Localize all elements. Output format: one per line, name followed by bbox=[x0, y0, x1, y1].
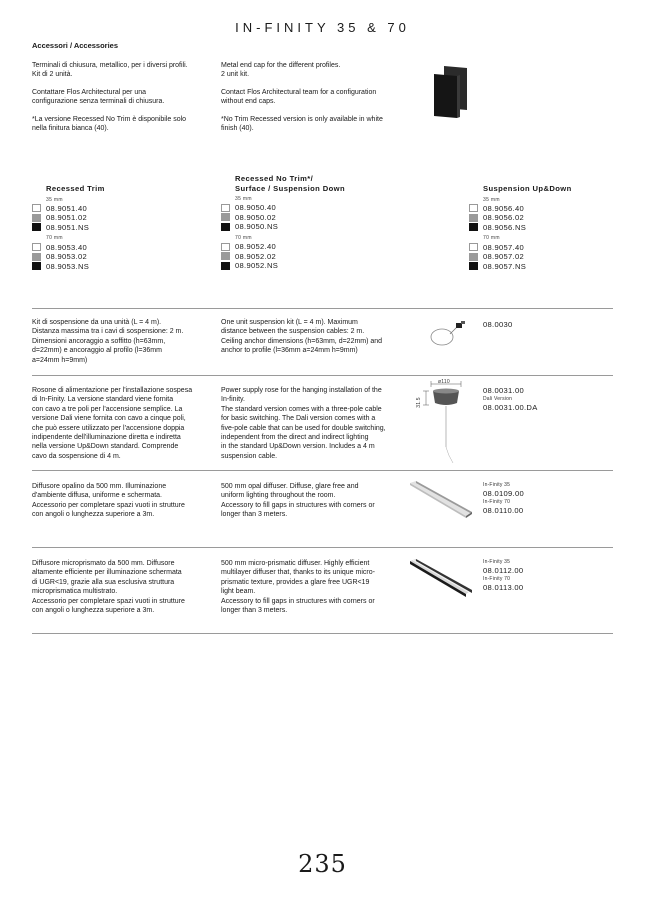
divider bbox=[32, 308, 613, 309]
product-code: 08.9056.NS bbox=[483, 222, 527, 232]
opal-diffuser-codes bbox=[483, 482, 524, 515]
row-power-rose-it: Rosone di alimentazione per l'installazione sospesa di In-Finity. La versione standard viene fornita con cavo a tre poli per l'accensione semplice. La versione Dali viene fornita con cavo a cinque poli, che può essere utilizzato per l'accensione doppia indipendente dell'illuminazione diretta e indiretta nella versione Up&Down standard. Comprende cavo da sospensione di 4 m. bbox=[32, 387, 193, 460]
white-swatch bbox=[32, 243, 41, 251]
code-row bbox=[221, 242, 421, 252]
grey-swatch bbox=[469, 253, 478, 261]
product-code: 08.9057.40 bbox=[483, 242, 525, 252]
diameter-label: ø110 bbox=[438, 379, 450, 385]
group-recessed-no-trim bbox=[221, 174, 421, 271]
intro-italian bbox=[32, 61, 217, 141]
grey-swatch bbox=[469, 214, 478, 222]
white-swatch bbox=[469, 204, 478, 212]
end-cap-image bbox=[430, 64, 470, 120]
product-code: 08.9053.NS bbox=[46, 261, 90, 271]
code-row bbox=[32, 252, 212, 262]
product-code: 08.9056.40 bbox=[483, 203, 525, 213]
grey-swatch bbox=[221, 252, 230, 260]
code-row bbox=[221, 203, 421, 213]
product-code: 08.9051.40 bbox=[46, 203, 88, 213]
code-row bbox=[221, 251, 421, 261]
code-row bbox=[32, 261, 212, 271]
opal-diffuser-image bbox=[408, 478, 474, 520]
group-recessed-trim bbox=[32, 184, 212, 271]
code-row bbox=[221, 222, 421, 232]
intro-en-paragraph: *No Trim Recessed version is only available in white finish (40). bbox=[221, 115, 383, 133]
product-code: 08.0113.00 bbox=[483, 582, 524, 592]
divider bbox=[32, 547, 613, 548]
white-swatch bbox=[221, 204, 230, 212]
product-code: 08.9051.NS bbox=[46, 222, 90, 232]
group-suspension-up-down bbox=[469, 184, 609, 271]
product-code: 08.9053.02 bbox=[46, 252, 88, 262]
group-heading: Suspension Up&Down bbox=[483, 184, 572, 193]
intro-it-paragraph: Contattare Flos Architectural per una configurazione senza terminali di chiusura. bbox=[32, 88, 165, 106]
row-microprism-diffuser-en: 500 mm micro-prismatic diffuser. Highly efficient multilayer diffuser that, thanks to its unique micro- prismatic texture, provides a glare free UGR<19 light beam. Accessory to fill gaps in structures with corners or longer than 3 meters. bbox=[221, 560, 375, 615]
product-code: 08.0031.00 bbox=[483, 386, 525, 395]
product-code: 08.9050.02 bbox=[235, 212, 277, 222]
version-label: Dali Version bbox=[483, 395, 513, 402]
product-code: 08.9057.02 bbox=[483, 252, 525, 262]
code-row bbox=[469, 242, 609, 252]
white-swatch bbox=[32, 204, 41, 212]
size-label: 35 mm bbox=[46, 196, 63, 203]
page-title: IN-FINITY 35 & 70 bbox=[235, 20, 410, 35]
size-label: 70 mm bbox=[483, 235, 500, 242]
white-swatch bbox=[221, 243, 230, 251]
size-label: 35 mm bbox=[235, 196, 252, 202]
code-row bbox=[469, 204, 609, 214]
code-row bbox=[32, 204, 212, 214]
product-code: 08.9053.40 bbox=[46, 242, 88, 252]
code-row bbox=[32, 223, 212, 233]
size-label: 70 mm bbox=[46, 235, 63, 242]
code-row bbox=[221, 261, 421, 271]
size-label: 35 mm bbox=[483, 196, 500, 203]
intro-it-paragraph: *La versione Recessed No Trim è disponibile solo nella finitura bianca (40). bbox=[32, 115, 187, 133]
black-swatch bbox=[32, 262, 41, 270]
black-swatch bbox=[221, 262, 230, 270]
black-swatch bbox=[469, 223, 478, 231]
product-code: 08.9052.40 bbox=[235, 242, 277, 252]
code-row bbox=[32, 213, 212, 223]
product-code: 08.9056.02 bbox=[483, 213, 525, 223]
code-row bbox=[221, 213, 421, 223]
intro-en-paragraph: Metal end cap for the different profiles. 2 unit kit. bbox=[221, 62, 341, 79]
grey-swatch bbox=[32, 214, 41, 222]
page-number: 235 bbox=[298, 850, 347, 878]
divider bbox=[32, 470, 613, 471]
height-label: 31.5 bbox=[415, 397, 422, 408]
microprism-diffuser-image bbox=[408, 556, 474, 598]
product-code: 08.9050.40 bbox=[235, 203, 277, 213]
black-swatch bbox=[32, 223, 41, 231]
power-rose-drawing bbox=[417, 377, 473, 467]
intro-it-paragraph: Terminali di chiusura, metallico, per i diversi profili. Kit di 2 unità. bbox=[32, 62, 188, 79]
row-microprism-diffuser-it: Diffusore microprismato da 500 mm. Diffusore altamente efficiente per illuminazione schermata di UGR<19, grazie alla sua esclusiva struttura microprismatica multistrato. Accessorio per completare spazi vuoti in strutture con angoli o lunghezza superiore a 3m. bbox=[32, 560, 185, 615]
intro-english bbox=[221, 61, 411, 141]
row-suspension-kit-it: Kit di sospensione da una unità (L = 4 m). Distanza massima tra i cavi di sospensione: 2 m. Dimensioni ancoraggio a soffitto (h=63mm, d=22mm) e ancoraggio al profilo (l=36mm a=24mm h=9mm) bbox=[32, 319, 184, 364]
size-label: 70 mm bbox=[235, 234, 252, 241]
code-row bbox=[469, 261, 609, 271]
product-code: 08.9050.NS bbox=[235, 222, 279, 232]
code-row bbox=[469, 223, 609, 233]
black-swatch bbox=[221, 223, 230, 231]
black-swatch bbox=[469, 262, 478, 270]
product-code: 08.9057.NS bbox=[483, 261, 527, 271]
version-label: In-Finity 70 bbox=[483, 575, 511, 582]
product-code: 08.0030 bbox=[483, 320, 513, 329]
divider bbox=[32, 375, 613, 376]
group-heading: Recessed Trim bbox=[46, 184, 105, 193]
white-swatch bbox=[469, 243, 478, 251]
product-code: 08.0112.00 bbox=[483, 566, 524, 575]
version-label: In-Finity 35 bbox=[483, 482, 511, 488]
power-rose-codes bbox=[483, 386, 538, 412]
divider bbox=[32, 633, 613, 634]
group-heading: Recessed No Trim*/ Surface / Suspension Down bbox=[235, 174, 346, 193]
suspension-kit-image bbox=[426, 316, 470, 350]
intro-en-paragraph: Contact Flos Architectural team for a configuration without end caps. bbox=[221, 88, 377, 106]
row-opal-diffuser-en: 500 mm opal diffuser. Diffuse, glare free and uniform lighting throughout the room. Accessory to fill gaps in structures with corners or longer than 3 meters. bbox=[221, 483, 375, 519]
product-code: 08.9052.NS bbox=[235, 261, 279, 271]
section-heading: Accessori / Accessories bbox=[32, 41, 119, 50]
grey-swatch bbox=[32, 253, 41, 261]
version-label: In-Finity 70 bbox=[483, 498, 511, 505]
row-power-rose-en: Power supply rose for the hanging installation of the In-finity. The standard version comes with a three-pole cable for basic switching. The Dali version comes with a five-pole cable that can be used for double switching, independent from the direct and indirect lighting in the standard Up&Down version. Includes a 4 m suspension cable. bbox=[221, 387, 386, 460]
row-opal-diffuser-it: Diffusore opalino da 500 mm. Illuminazione d'ambiente diffusa, uniforme e schermata. Accessorio per completare spazi vuoti in strutture con angoli o lunghezza superiore a 3m. bbox=[32, 483, 185, 519]
code-row bbox=[469, 252, 609, 262]
code-row bbox=[469, 213, 609, 223]
product-code: 08.0110.00 bbox=[483, 505, 524, 515]
product-code: 08.9052.02 bbox=[235, 251, 277, 261]
microprism-diffuser-codes bbox=[483, 559, 523, 592]
grey-swatch bbox=[221, 213, 230, 221]
product-code: 08.9051.02 bbox=[46, 213, 88, 223]
product-code: 08.0109.00 bbox=[483, 489, 525, 498]
row-suspension-kit-en: One unit suspension kit (L = 4 m). Maximum distance between the suspension cables: 2 m. Ceiling anchor dimensions (h=63mm, d=22mm) and anchor to profile (l=36mm a=24mm h=9mm) bbox=[221, 319, 383, 355]
version-label: In-Finity 35 bbox=[483, 559, 511, 565]
product-code: 08.0031.00.DA bbox=[483, 402, 538, 412]
code-row bbox=[32, 242, 212, 252]
